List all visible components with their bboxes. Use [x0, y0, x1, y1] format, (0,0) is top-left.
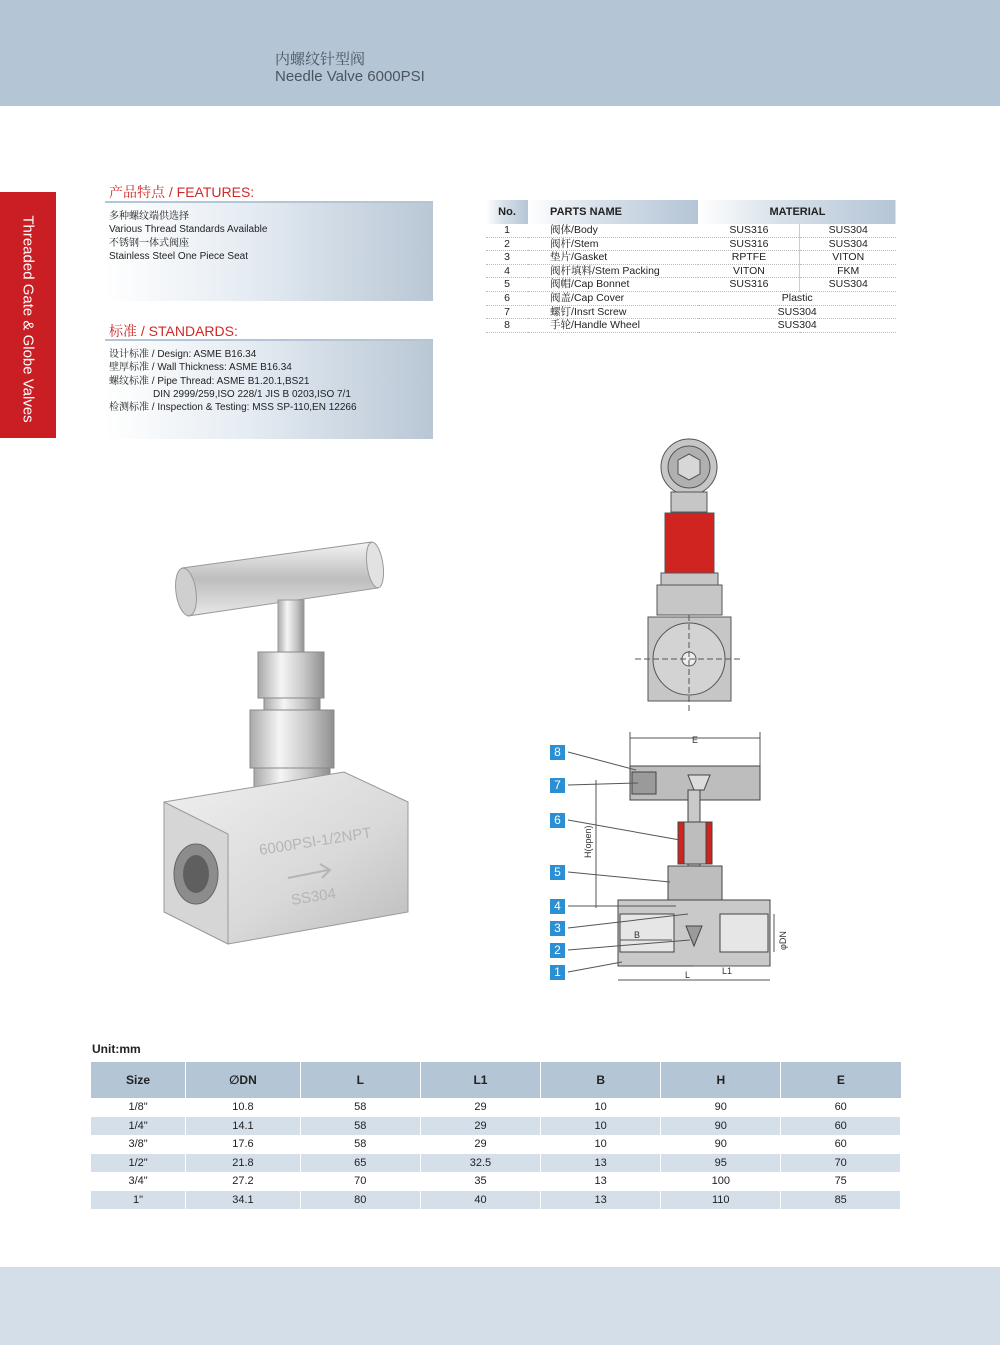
- dim-label-l1: L1: [722, 966, 733, 976]
- cell-l1: 35: [420, 1172, 540, 1191]
- dim-label-dn: φDN: [778, 931, 788, 950]
- part-material-1: SUS316: [698, 278, 800, 292]
- standard-line: 螺纹标准 / Pipe Thread: ASME B1.20.1,BS21: [109, 375, 310, 387]
- cell-dn: 34.1: [186, 1191, 301, 1210]
- table-row: [486, 278, 896, 292]
- valve-product-photo: [150, 540, 450, 960]
- part-no: 8: [486, 319, 528, 333]
- cell-l1: 29: [420, 1098, 540, 1117]
- header-band: [0, 0, 1000, 106]
- part-no: 7: [486, 305, 528, 319]
- part-material: SUS304: [698, 319, 896, 333]
- unit-label: Unit:mm: [92, 1042, 141, 1056]
- part-material-2: FKM: [800, 264, 896, 278]
- cell-size: 3/8": [91, 1135, 186, 1154]
- callout-4: 4: [550, 899, 565, 914]
- features-list: [109, 210, 267, 263]
- table-row: [91, 1172, 901, 1191]
- dim-label-e: E: [692, 735, 699, 745]
- part-name: 螺钉/Insrt Screw: [528, 305, 698, 319]
- part-no: 3: [486, 251, 528, 265]
- cell-h: 90: [661, 1135, 781, 1154]
- cell-size: 1": [91, 1191, 186, 1210]
- cell-l: 65: [300, 1154, 420, 1173]
- cell-e: 75: [781, 1172, 901, 1191]
- table-row: [91, 1117, 901, 1136]
- cell-l: 58: [300, 1117, 420, 1136]
- part-no: 6: [486, 291, 528, 305]
- cell-e: 85: [781, 1191, 901, 1210]
- cell-e: 60: [781, 1135, 901, 1154]
- table-row: [91, 1098, 901, 1117]
- part-name: 阀帽/Cap Bonnet: [528, 278, 698, 292]
- part-name: 阀杆/Stem: [528, 237, 698, 251]
- features-title: [109, 182, 254, 202]
- dimension-table-header: [91, 1062, 901, 1098]
- header-h: H: [661, 1062, 781, 1098]
- parts-material-table: [486, 200, 896, 333]
- header-dn: ∅DN: [186, 1062, 301, 1098]
- cell-dn: 17.6: [186, 1135, 301, 1154]
- table-row: [91, 1135, 901, 1154]
- part-material-2: VITON: [800, 251, 896, 265]
- part-material-2: SUS304: [800, 224, 896, 237]
- header-material: MATERIAL: [698, 200, 896, 224]
- table-row: [486, 224, 896, 237]
- cell-size: 1/8": [91, 1098, 186, 1117]
- panel-divider: [105, 339, 433, 341]
- page-title-cn: 内螺纹针型阀: [275, 51, 366, 68]
- table-row: [486, 305, 896, 319]
- feature-line: 多种螺纹端供选择: [109, 211, 189, 222]
- cell-b: 13: [541, 1191, 661, 1210]
- part-material-1: SUS316: [698, 224, 800, 237]
- dim-label-h: H(open): [583, 825, 593, 858]
- feature-line: Stainless Steel One Piece Seat: [109, 250, 248, 262]
- cell-l: 70: [300, 1172, 420, 1191]
- table-row: [91, 1154, 901, 1173]
- header-l: L: [300, 1062, 420, 1098]
- table-row: [486, 264, 896, 278]
- cell-dn: 21.8: [186, 1154, 301, 1173]
- valve-section-drawing: [560, 730, 800, 990]
- cell-h: 95: [661, 1154, 781, 1173]
- callout-8: 8: [550, 745, 565, 760]
- part-no: 5: [486, 278, 528, 292]
- dim-label-b: B: [634, 930, 641, 940]
- standards-panel: [105, 339, 433, 439]
- cell-b: 10: [541, 1117, 661, 1136]
- standard-line: DIN 2999/259,ISO 228/1 JIS B 0203,ISO 7/1: [153, 388, 351, 400]
- cell-b: 10: [541, 1098, 661, 1117]
- dimension-table: [91, 1062, 901, 1209]
- cell-l1: 29: [420, 1135, 540, 1154]
- table-row: [486, 251, 896, 265]
- cell-l1: 40: [420, 1191, 540, 1210]
- part-no: 4: [486, 264, 528, 278]
- body-marking-rating: 6000PSI-1/2NPT: [257, 824, 373, 859]
- cell-dn: 27.2: [186, 1172, 301, 1191]
- part-name: 垫片/Gasket: [528, 251, 698, 265]
- dim-label-l: L: [685, 970, 691, 980]
- standard-line: 壁厚标准 / Wall Thickness: ASME B16.34: [109, 362, 292, 374]
- cell-h: 90: [661, 1117, 781, 1136]
- cell-e: 60: [781, 1117, 901, 1136]
- parts-table-header: [486, 200, 896, 224]
- features-panel: [105, 201, 433, 301]
- feature-line: Various Thread Standards Available: [109, 224, 268, 236]
- body-marking-material: SS304: [289, 885, 338, 909]
- callout-3: 3: [550, 921, 565, 936]
- standards-title-en: / STANDARDS:: [137, 323, 238, 339]
- callout-2: 2: [550, 943, 565, 958]
- cell-l: 80: [300, 1191, 420, 1210]
- category-side-tab-label: Threaded Gate & Globe Valves: [19, 215, 37, 423]
- page-title-en: Needle Valve 6000PSI: [275, 68, 425, 85]
- header-b: B: [541, 1062, 661, 1098]
- header-l1: L1: [420, 1062, 540, 1098]
- part-material-1: SUS316: [698, 237, 800, 251]
- part-material: SUS304: [698, 305, 896, 319]
- table-row: [486, 237, 896, 251]
- cell-b: 13: [541, 1154, 661, 1173]
- cell-l1: 32.5: [420, 1154, 540, 1173]
- cell-e: 70: [781, 1154, 901, 1173]
- cell-size: 1/2": [91, 1154, 186, 1173]
- part-name: 阀盖/Cap Cover: [528, 291, 698, 305]
- table-row: [91, 1191, 901, 1210]
- part-name: 阀杆填料/Stem Packing: [528, 264, 698, 278]
- header-e: E: [781, 1062, 901, 1098]
- feature-line: 不锈钢一体式阀座: [109, 237, 189, 249]
- part-material-2: SUS304: [800, 278, 896, 292]
- table-row: [486, 291, 896, 305]
- callout-7: 7: [550, 778, 565, 793]
- cell-size: 1/4": [91, 1117, 186, 1136]
- cell-size: 3/4": [91, 1172, 186, 1191]
- cell-l: 58: [300, 1098, 420, 1117]
- standards-list: [109, 348, 357, 414]
- cell-l1: 29: [420, 1117, 540, 1136]
- header-no: No.: [486, 200, 528, 224]
- part-name: 阀体/Body: [528, 224, 698, 237]
- footer-band: [0, 1267, 1000, 1345]
- cell-l: 58: [300, 1135, 420, 1154]
- features-title-cn: 产品特点: [109, 184, 165, 200]
- features-title-en: / FEATURES:: [165, 184, 255, 200]
- panel-divider: [105, 201, 433, 203]
- cell-dn: 10.8: [186, 1098, 301, 1117]
- cell-h: 90: [661, 1098, 781, 1117]
- standard-line: 设计标准 / Design: ASME B16.34: [109, 349, 257, 360]
- valve-top-view-drawing: [630, 435, 750, 715]
- header-parts-name: PARTS NAME: [528, 200, 698, 224]
- header-size: Size: [91, 1062, 186, 1098]
- cell-b: 10: [541, 1135, 661, 1154]
- standards-title-cn: 标准: [109, 323, 137, 339]
- callout-5: 5: [550, 865, 565, 880]
- cell-e: 60: [781, 1098, 901, 1117]
- callout-6: 6: [550, 813, 565, 828]
- cell-dn: 14.1: [186, 1117, 301, 1136]
- standards-title: [109, 321, 238, 341]
- part-name: 手轮/Handle Wheel: [528, 319, 698, 333]
- part-material-1: RPTFE: [698, 251, 800, 265]
- part-material-2: SUS304: [800, 237, 896, 251]
- part-no: 2: [486, 237, 528, 251]
- cell-h: 110: [661, 1191, 781, 1210]
- standard-line: 检测标准 / Inspection & Testing: MSS SP-110,EN 12266: [109, 402, 357, 414]
- cell-b: 13: [541, 1172, 661, 1191]
- part-material: Plastic: [698, 291, 896, 305]
- part-material-1: VITON: [698, 264, 800, 278]
- callout-1: 1: [550, 965, 565, 980]
- cell-h: 100: [661, 1172, 781, 1191]
- part-no: 1: [486, 224, 528, 237]
- table-row: [486, 319, 896, 333]
